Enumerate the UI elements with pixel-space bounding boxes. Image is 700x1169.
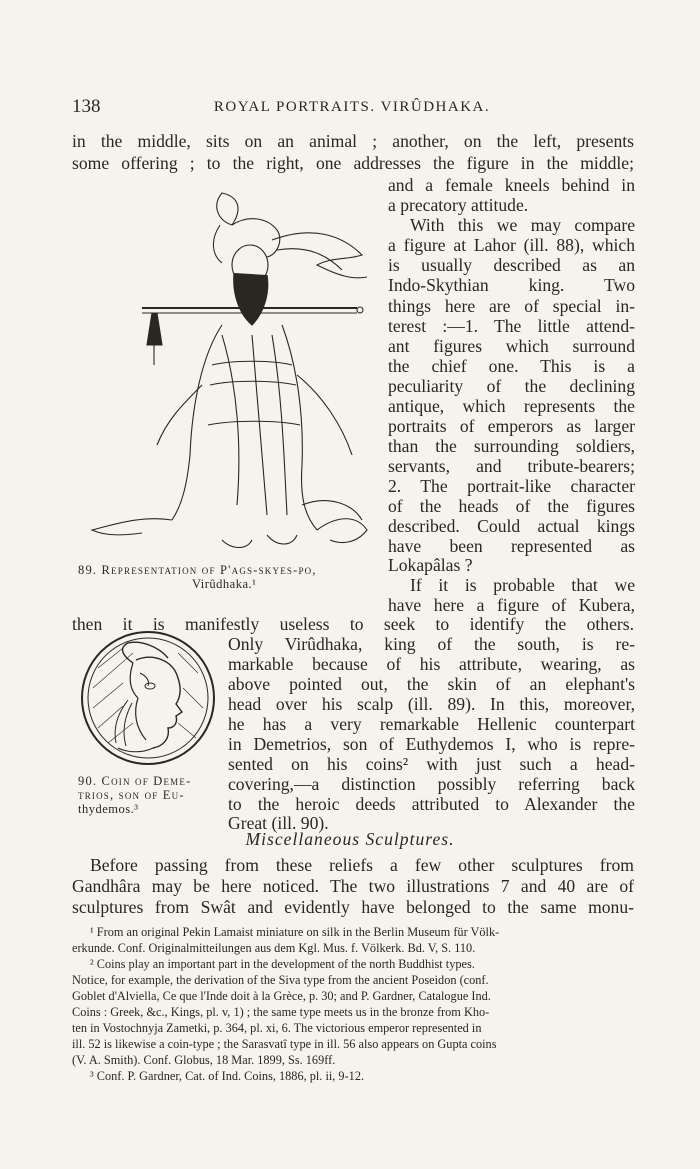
body-line: have been represented as — [388, 536, 635, 556]
body-line: have here a figure of Kubera, — [388, 595, 635, 615]
footnote-line: Notice, for example, the derivation of the Siva type from the ancient Poseidon (conf. — [72, 973, 489, 987]
figure-89-caption-line: 89. Representation of P'ags-skyes-po, — [78, 563, 317, 577]
body-line: covering,—a distinction possibly referring back — [228, 774, 635, 794]
body-line: sented on his coins² with just such a head- — [228, 754, 635, 774]
figure-90-coin — [78, 628, 218, 768]
body-line: Only Virûdhaka, king of the south, is re- — [228, 634, 635, 654]
body-line: sculptures from Swât and evidently have belonged to the same monu- — [72, 897, 634, 917]
body-line: things here are of special in- — [388, 296, 635, 316]
section-heading: Miscellaneous Sculptures. — [245, 829, 455, 849]
body-line: then it is manifestly useless to seek to identify the others. — [72, 614, 634, 634]
body-line: of the heads of the figures — [388, 496, 635, 516]
body-line: and a female kneels behind in — [388, 175, 635, 195]
body-line: antique, which represents the — [388, 396, 635, 416]
body-line: servants, and tribute-bearers; — [388, 456, 635, 476]
body-line: is usually described as an — [388, 255, 635, 275]
body-line: above pointed out, the skin of an elephant's — [228, 674, 635, 694]
body-line: to the heroic deeds attributed to Alexander the — [228, 794, 635, 814]
body-line: ant figures which surround — [388, 336, 635, 356]
body-line: in the middle, sits on an animal ; another, on the left, presents — [72, 131, 634, 151]
footnote-line: ill. 52 is likewise a coin-type ; the Sarasvatî type in ill. 56 also appears on Gupta coins — [72, 1037, 497, 1051]
body-line: the chief one. This is a — [388, 356, 635, 376]
body-line: Before passing from these reliefs a few other sculptures from — [90, 855, 634, 875]
body-line: Gandhâra may be here noticed. The two illustrations 7 and 40 are of — [72, 876, 634, 896]
running-header — [72, 96, 632, 120]
footnote-line: ³ Conf. P. Gardner, Cat. of Ind. Coins, 1886, pl. ii, 9-12. — [90, 1069, 365, 1083]
body-line: If it is probable that we — [410, 575, 635, 595]
body-line: With this we may compare — [410, 215, 635, 235]
body-line: in Demetrios, son of Euthydemos I, who is repre- — [228, 734, 635, 754]
figure-89-caption-sub: Virûdhaka.¹ — [192, 577, 257, 591]
figure-90-caption: 90. Coin of Deme- — [78, 774, 192, 788]
figure-89-caption — [78, 563, 317, 577]
body-line: some offering ; to the right, one addresses the figure in the middle; — [72, 153, 634, 173]
body-line: a figure at Lahor (ill. 88), which — [388, 235, 635, 255]
running-title: ROYAL PORTRAITS. VIRÛDHAKA. — [213, 99, 491, 115]
footnote-line: ¹ From an original Pekin Lamaist miniature on silk in the Berlin Museum für Völk- — [90, 925, 500, 939]
body-line: head over his scalp (ill. 89). In this, moreover, — [228, 694, 635, 714]
footnote-line: (V. A. Smith). Conf. Globus, 18 Mar. 1899, Ss. 169ff. — [72, 1053, 336, 1067]
body-line: Lokapâlas ? — [388, 555, 473, 575]
body-line: Indo-Skythian king. Two — [388, 275, 635, 295]
footnote-line: Coins : Greek, &c., Kings, pl. v, 1) ; the same type meets us in the bronze from Kho- — [72, 1005, 490, 1019]
footnote-line: ten in Vostochnyja Zametki, p. 364, pl. xi, 6. The victorious emperor represented in — [72, 1021, 482, 1035]
body-line: described. Could actual kings — [388, 516, 635, 536]
footnote-line: erkunde. Conf. Originalmitteilungen aus dem Kgl. Mus. f. Völkerk. Bd. V, S. 110. — [72, 941, 476, 955]
figure-90-caption-line: thydemos.³ — [78, 802, 139, 816]
footnote-line: Goblet d'Alviella, Ce que l'Inde doit à la Grèce, p. 30; and P. Gardner, Catalogue Ind. — [72, 989, 491, 1003]
page-number: 138 — [72, 96, 101, 117]
body-line: than the surrounding soldiers, — [388, 436, 635, 456]
body-line: portraits of emperors as larger — [388, 416, 635, 436]
body-line: Great (ill. 90). — [228, 813, 329, 833]
figure-90-caption-line: trios, son of Eu- — [78, 788, 185, 802]
body-line: a precatory attitude. — [388, 195, 529, 215]
figure-89-illustration — [72, 185, 372, 560]
footnote-line: ² Coins play an important part in the development of the north Buddhist types. — [90, 957, 475, 971]
body-line: peculiarity of the declining — [388, 376, 635, 396]
body-line: terest :—1. The little attend- — [388, 316, 635, 336]
body-line: he has a very remarkable Hellenic counterpart — [228, 714, 635, 734]
body-line: markable because of his attribute, wearing, as — [228, 654, 635, 674]
body-line: 2. The portrait-like character — [388, 476, 635, 496]
